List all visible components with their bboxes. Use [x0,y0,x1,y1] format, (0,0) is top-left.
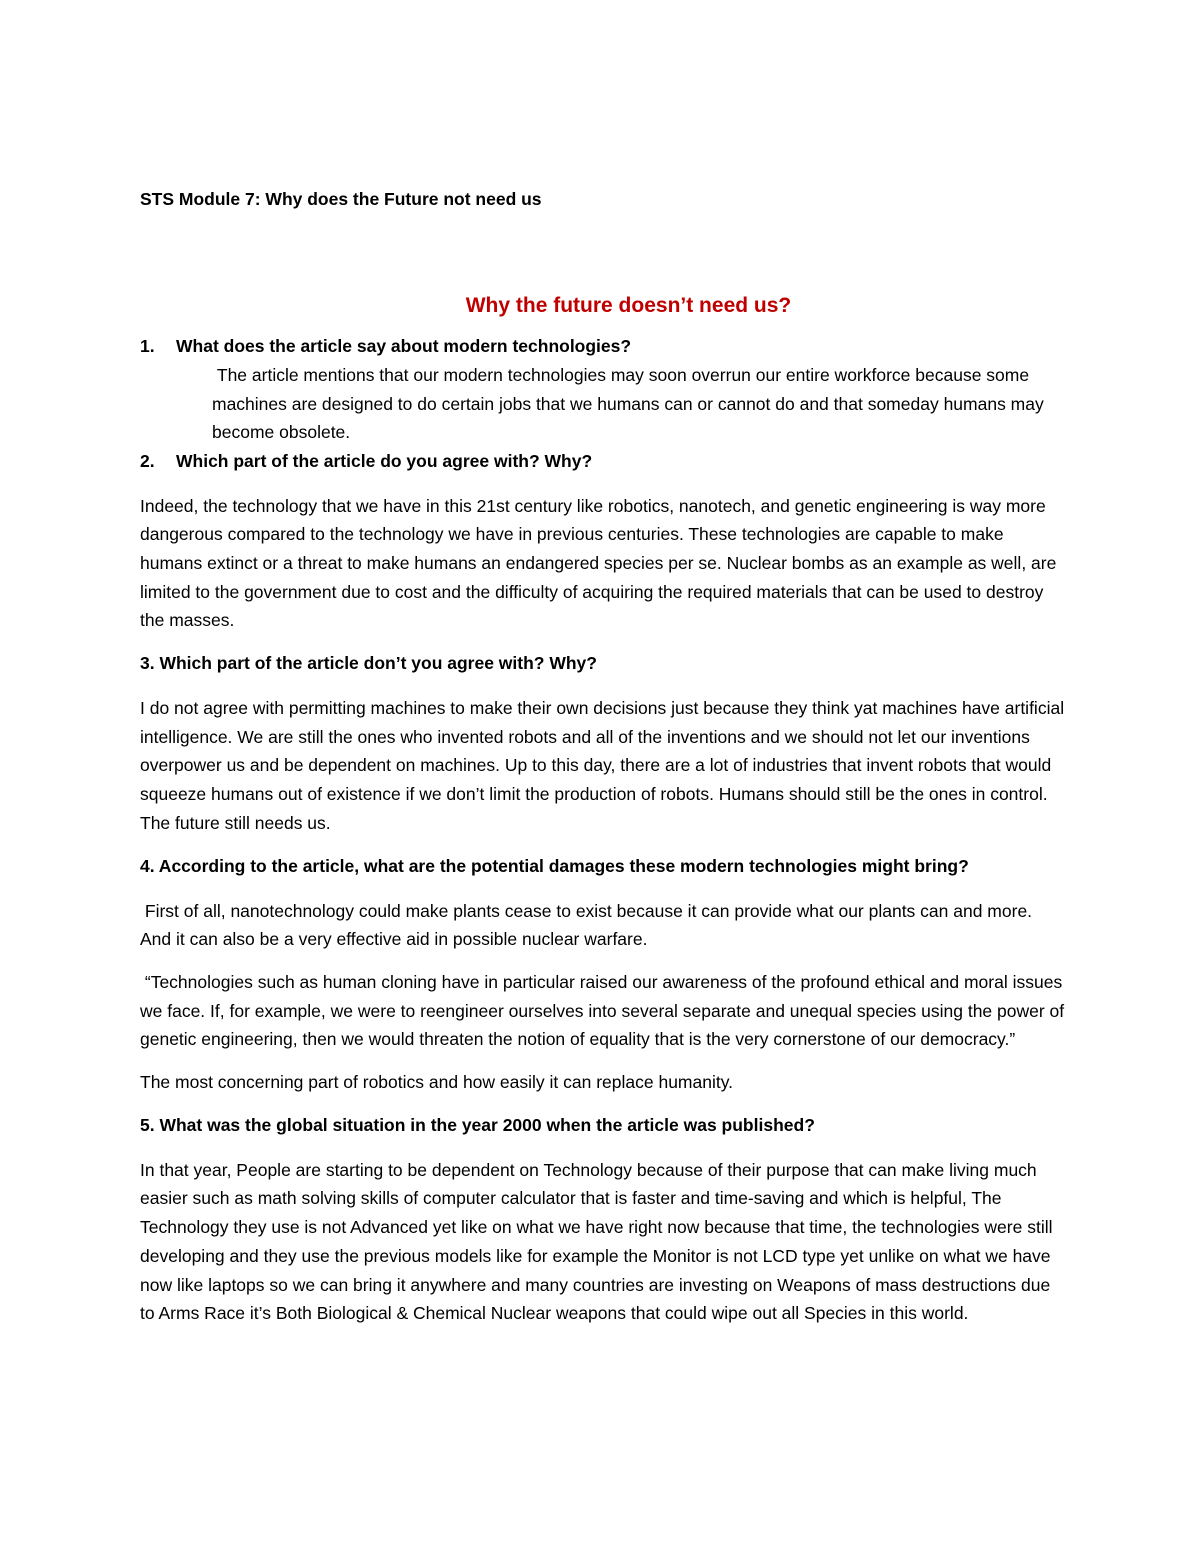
question-1 [140,332,1065,361]
answer-3: I do not agree with permitting machines to make their own decisions just because they think yat machines have artificial intelligence. We are still the ones who invented robots and all of the inventions and we should not let our inventions overpower us and be dependent on machines. Up to this day, there are a lot of industries that invent robots that would squeeze humans out of existence if we don’t limit the production of robots. Humans should still be the ones in control. The future still needs us. [140,698,1065,833]
document-heading: Why the future doesn’t need us? [465,294,792,317]
question-5: 5. What was the global situation in the year 2000 when the article was published? [140,1114,815,1135]
document-title: STS Module 7: Why does the Future not need us [140,189,542,209]
answer-4-paragraph-3: The most concerning part of robotics and how easily it can replace humanity. [140,1072,734,1093]
question-2-text: Which part of the article do you agree with? Why? [176,450,593,471]
question-1-text: What does the article say about modern technologies? [176,336,632,356]
document-page [140,186,1070,1328]
question-4: 4. According to the article, what are the potential damages these modern technologies might bring? [140,855,969,876]
answer-1: The article mentions that our modern technologies may soon overrun our entire workforce because some machines are designed to do certain jobs that we humans can or cannot do and that someday humans may become obsolete. [212,365,1049,442]
answer-2: Indeed, the technology that we have in this 21st century like robotics, nanotech, and genetic engineering is way more dangerous compared to the technology we have in previous centuries. These technologies are capable to make humans extinct or a threat to make humans an endangered species per se. Nuclear bombs as an example as well, are limited to the government due to cost and the difficulty of acquiring the required materials that can be used to destroy the masses. [140,495,1057,631]
answer-4-paragraph-1: First of all, nanotechnology could make plants cease to exist because it can provide what our plants can and more. And it can also be a very effective aid in possible nuclear warfare. [140,900,1036,950]
answer-5: In that year, People are starting to be dependent on Technology because of their purpose that can make living much easier such as math solving skills of computer calculator that is faster and time-saving and which is helpful, The Technology they use is not Advanced yet like on what we have right now because that time, the technologies were still developing and they use the previous models like for example the Monitor is not LCD type yet unlike on what we have now like laptops so we can bring it anywhere and many countries are investing on Weapons of mass destructions due to Arms Race it’s Both Biological & Chemical Nuclear weapons that could wipe out all Species in this world. [140,1159,1053,1324]
question-1-number: 1. [140,336,155,356]
question-2 [140,447,1065,476]
question-3: 3. Which part of the article don’t you agree with? Why? [140,653,597,674]
answer-4-paragraph-2: “Technologies such as human cloning have in particular raised our awareness of the profound ethical and moral issues we face. If, for example, we were to reengineer ourselves into several separate and unequal species using the power of genetic engineering, then we would threaten the notion of equality that is the very cornerstone of our democracy.” [140,971,1070,1050]
question-2-number: 2. [140,450,155,471]
